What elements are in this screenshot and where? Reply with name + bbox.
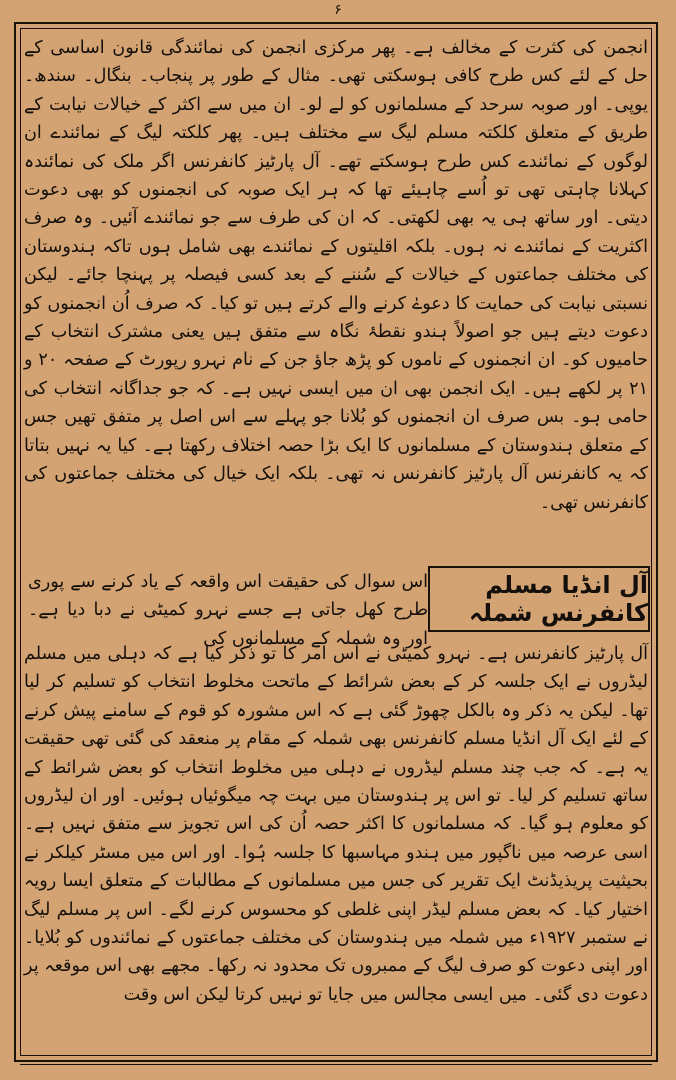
page-number: ۶ [334, 2, 342, 18]
bottom-rule [20, 1064, 652, 1065]
body-paragraph-1: انجمن کی کثرت کے مخالف ہے۔ پھر مرکزی انجمن کی نمائندگی قانون اساسی کے حل کے لئے کس طرح کافی ہوسکتی تھی۔ مثال کے طور پر پنجاب۔ بنگال۔ سندھ۔ یوپی۔ اور صوبہ سرحد کے مسلمانوں کو لے لو۔ ان میں سے اکثر کے خیالات نیابت کے طریق کے متعلق کلکتہ مسلم لیگ سے مختلف ہیں۔ پھر کلکتہ لیگ کے نمائندے ان لوگوں کے نمائندے کس طرح ہوسکتے تھے۔ آل پارٹیز کانفرنس اگر ملک کی نمائندہ کہلانا چاہتی تھی تو اُسے چاہیئے تھا کہ ہر ایک صوبہ کی انجمنوں کو بھی دعوت دیتی۔ اور ساتھ ہی یہ بھی لکھتی۔ کہ ان کی طرف سے جو نمائندے آئیں۔ وہ صرف اکثریت کے نمائندے نہ ہوں۔ بلکہ اقلیتوں کے نمائندے بھی شامل ہوں تاکہ ہندوستان کی مختلف جماعتوں کے خیالات کے سُننے کے بعد کسی فیصلہ پر پہنچا جائے۔ لیکن نسبتی نیابت کی حمایت کا دعوےٰ کرنے والے کرتے ہیں تو کیا۔ کہ صرف اُن انجمنوں کو دعوت دیتے ہیں جو اصولاً ہندو نقطۂ نگاہ سے متفق ہیں یعنی مشترک انتخاب کے حامیوں کو۔ ان انجمنوں کے ناموں کو پڑھ جاؤ جن کے نام نہرو رپورٹ کے صفحہ ۲۰ و ۲۱ پر لکھے ہیں۔ ایک انجمن بھی ان میں ایسی نہیں ہے۔ کہ جو جداگانہ انتخاب کی حامی ہو۔ بس صرف ان انجمنوں کو بُلانا جو پہلے سے اس اصل پر متفق تھیں جس کے متعلق ہندوستان کے مسلمانوں کا ایک بڑا حصہ اختلاف رکھتا ہے۔ کیا یہ نہیں بتاتا کہ یہ کانفرنس آل پارٹیز کانفرنس نہ تھی۔ بلکہ ایک خیال کی مختلف جماعتوں کی کانفرنس تھی۔ [24, 38, 649, 513]
heading-side-text: اس سوال کی حقیقت اس واقعہ کے یاد کرنے سے پوری طرح کھل جاتی ہے جسے نہرو کمیٹی نے دبا دیا ہے۔ اور وہ شملہ کے مسلمانوں کی [28, 572, 428, 649]
section-heading: آل انڈیا مسلم کانفرنس شملہ [468, 571, 648, 627]
section-heading-box [428, 566, 650, 632]
body-paragraph-2: آل پارٹیز کانفرنس ہے۔ نہرو کمیٹی نے اس امر کا تو ذکر کیا ہے کہ دہلی میں مسلم لیڈروں نے ایک جلسہ کر کے بعض شرائط کے ماتحت مخلوط انتخاب کو تسلیم کر لیا تھا۔ لیکن یہ ذکر وہ بالکل چھوڑ گئی ہے کہ اس مشورہ کو قوم کے سامنے پیش کرنے کے لئے ایک آل انڈیا مسلم کانفرنس بھی شملہ کے مقام پر منعقد کی گئی تھی حقیقت یہ ہے۔ کہ جب چند مسلم لیڈروں نے دہلی میں مخلوط انتخاب کو بعض شرائط کے ساتھ تسلیم کر لیا۔ تو اس پر ہندوستان میں بہت چہ میگوئیاں ہوئیں۔ اور ان لیڈروں کو معلوم ہو گیا۔ کہ مسلمانوں کا اکثر حصہ اُن کی اس تجویز سے متفق نہیں ہے۔ اسی عرصہ میں ناگپور میں ہندو مہاسبھا کا جلسہ ہُوا۔ اور اس میں مسٹر کیلکر نے بحیثیت پریذیڈنٹ ایک تقریر کی جس میں مسلمانوں کے مطالبات کے متعلق ایسا رویہ اختیار کیا۔ کہ بعض مسلم لیڈر اپنی غلطی کو محسوس کرنے لگے۔ اس پر مسلم لیگ نے ستمبر ۱۹۲۷ء میں شملہ میں ہندوستان کی مختلف جماعتوں کے نمائندوں کو بُلایا۔ اور اپنی دعوت کو صرف لیگ کے ممبروں تک محدود نہ رکھا۔ مجھے بھی اس موقعہ پر دعوت دی گئی۔ میں ایسی مجالس میں جایا تو نہیں کرتا لیکن اس وقت [24, 644, 648, 1005]
